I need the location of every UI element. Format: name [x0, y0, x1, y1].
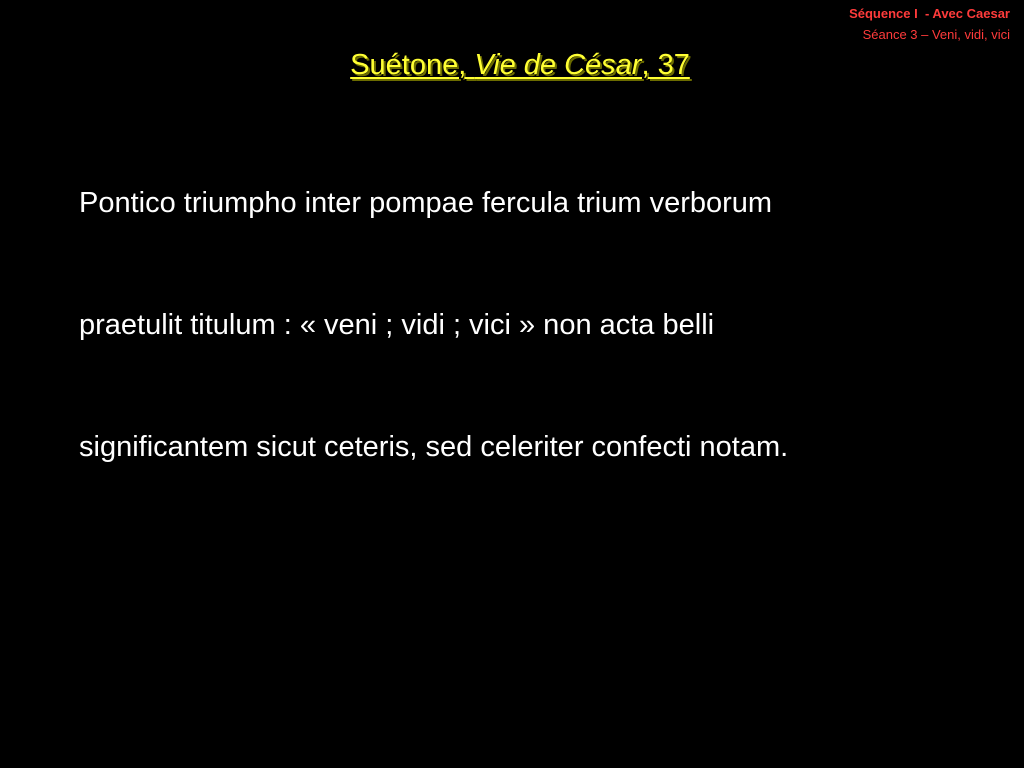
slide-header	[849, 6, 1010, 43]
sequence-label: Séquence I - Avec Caesar	[849, 6, 1010, 21]
title-reference: , 37	[641, 49, 690, 81]
title-work: Vie de César	[474, 49, 642, 81]
title-author: Suétone,	[350, 49, 475, 81]
passage-line-3: significantem sicut ceteris, sed celeriter confecti notam.	[79, 431, 789, 463]
latin-passage	[79, 183, 999, 467]
passage-line-1: Pontico triumpho inter pompae fercula trium verborum	[79, 187, 773, 219]
seance-label: Séance 3 – Veni, vidi, vici	[862, 27, 1010, 42]
passage-line-2: praetulit titulum : « veni ; vidi ; vici » non acta belli	[79, 309, 715, 341]
slide-title	[0, 46, 1024, 84]
